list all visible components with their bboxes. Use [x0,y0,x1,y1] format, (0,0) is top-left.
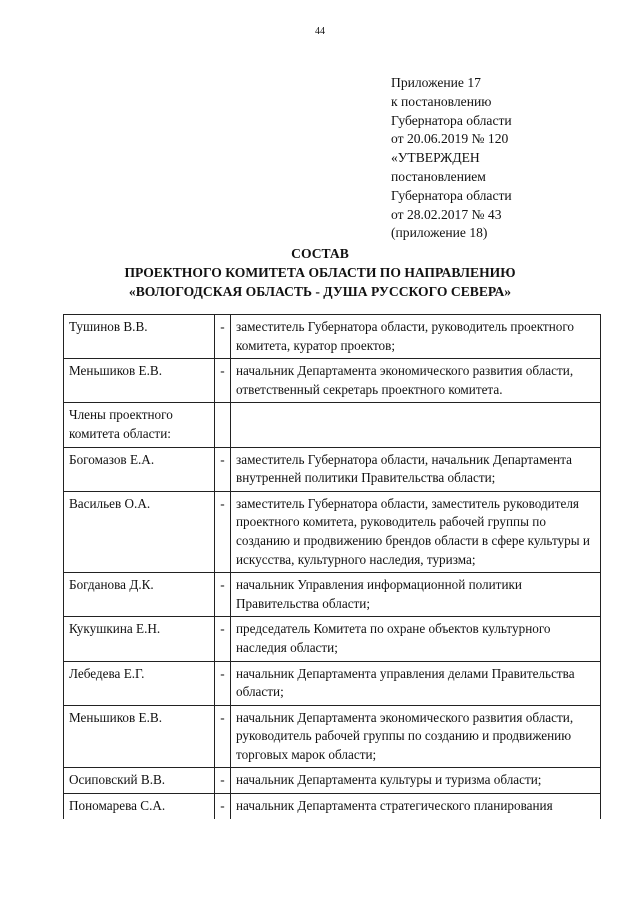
table-row [64,315,601,359]
member-name: Богданова Д.К. [64,573,215,617]
member-position: заместитель Губернатора области, начальник Департамента внутренней политики Правительства области; [231,447,601,491]
member-position: начальник Управления информационной политики Правительства области; [231,573,601,617]
page-number: 44 [315,26,325,37]
appendix-line: Губернатора области [391,112,512,128]
appendix-block [391,74,512,243]
appendix-line: «УТВЕРЖДЕН [391,150,480,166]
member-name: Кукушкина Е.Н. [64,617,215,661]
heading-subtitle: ПРОЕКТНОГО КОМИТЕТА ОБЛАСТИ ПО НАПРАВЛЕНИЮ [124,265,516,280]
table-row [64,794,601,819]
table-row [64,573,601,617]
appendix-line: Приложение 17 [391,75,481,90]
dash: - [215,661,231,705]
member-position: заместитель Губернатора области, заместитель руководителя проектного комитета, руководитель рабочей группы по созданию и продвижению брендов области в сфере культуры и искусства, культурного наследия, туризма; [231,491,601,572]
dash: - [215,315,231,359]
heading-title: СОСТАВ [291,246,349,261]
table-row [64,491,601,572]
member-position [231,403,601,447]
member-position: начальник Департамента культуры и туризма области; [231,768,601,794]
section-label: Члены проектного комитета области: [64,403,215,447]
table-row [64,617,601,661]
document-heading [0,244,640,301]
table-row [64,768,601,794]
member-position: председатель Комитета по охране объектов культурного наследия области; [231,617,601,661]
member-position: начальник Департамента управления делами Правительства области; [231,661,601,705]
dash: - [215,491,231,572]
appendix-line: постановлением [391,168,486,184]
dash: - [215,573,231,617]
appendix-line: от 20.06.2019 № 120 [391,131,509,147]
member-name: Лебедева Е.Г. [64,661,215,705]
dash: - [215,768,231,794]
member-position: начальник Департамента экономического развития области, ответственный секретарь проектного комитета. [231,359,601,403]
dash: - [215,359,231,403]
member-name: Пономарева С.А. [64,794,215,819]
appendix-line: к постановлению [391,93,492,109]
table-row [64,705,601,768]
member-position: начальник Департамента стратегического планирования [231,794,601,819]
member-name: Васильев О.А. [64,491,215,572]
table-row [64,661,601,705]
member-name: Меньшиков Е.В. [64,705,215,768]
member-position: начальник Департамента экономического развития области, руководитель рабочей группы по созданию и продвижению торговых марок области; [231,705,601,768]
dash: - [215,705,231,768]
members-table [63,314,601,819]
member-name: Меньшиков Е.В. [64,359,215,403]
member-name: Богомазов Е.А. [64,447,215,491]
appendix-line: Губернатора области [391,187,512,203]
member-name: Тушинов В.В. [64,315,215,359]
appendix-line: от 28.02.2017 № 43 [391,206,502,222]
member-name: Осиповский В.В. [64,768,215,794]
table-row [64,447,601,491]
member-position: заместитель Губернатора области, руководитель проектного комитета, куратор проектов; [231,315,601,359]
dash: - [215,794,231,819]
table-row [64,359,601,403]
dash [215,403,231,447]
dash: - [215,447,231,491]
table-row [64,403,601,447]
heading-subtitle: «ВОЛОГОДСКАЯ ОБЛАСТЬ - ДУША РУССКОГО СЕВЕРА» [128,284,512,299]
dash: - [215,617,231,661]
appendix-line: (приложение 18) [391,225,488,241]
